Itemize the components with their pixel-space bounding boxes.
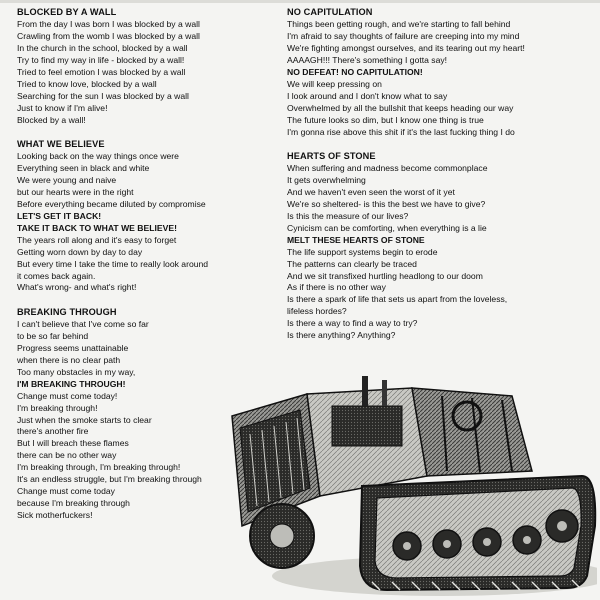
lyric-line: Things been getting rough, and we're starting to fall behind xyxy=(287,19,511,30)
lyric-line: And we haven't even seen the worst of it yet xyxy=(287,187,455,198)
lyric-line: Everything seen in black and white xyxy=(17,163,150,174)
lyric-line: NO DEFEAT! NO CAPITULATION! xyxy=(287,67,423,78)
left-column xyxy=(17,7,275,534)
song-no-capitulation xyxy=(287,7,587,138)
song-title: BREAKING THROUGH xyxy=(17,306,117,317)
lyric-line: MELT THESE HEARTS OF STONE xyxy=(287,234,425,245)
lyric-line: to be so far behind xyxy=(17,331,89,342)
song-blocked-by-a-wall xyxy=(17,7,275,127)
lyric-line: Too many obstacles in my way, xyxy=(17,366,136,377)
song-hearts-of-stone xyxy=(287,151,587,342)
lyric-line: I'm breaking through, I'm breaking through! xyxy=(17,462,181,473)
lyric-line: Tried to know love, blocked by a wall xyxy=(17,78,157,89)
lyric-line: because I'm breaking through xyxy=(17,497,130,508)
lyric-line: lifeless hordes? xyxy=(287,306,347,317)
lyric-line: It's an endless struggle, but I'm breaking through xyxy=(17,474,202,485)
lyric-line: I'm gonna rise above this shit if it's the last fucking thing I do xyxy=(287,126,515,137)
lyric-line: But I will breach these flames xyxy=(17,438,129,449)
song-breaking-through xyxy=(17,307,275,522)
lyric-line: We were young and naive xyxy=(17,175,117,186)
lyric-line: Try to find my way in life - blocked by a wall! xyxy=(17,55,185,66)
lyric-line: Sick motherfuckers! xyxy=(17,509,93,520)
lyric-line: but our hearts were in the right xyxy=(17,187,134,198)
lyric-line: it comes back again. xyxy=(17,270,96,281)
lyric-line: In the church in the school, blocked by a wall xyxy=(17,43,188,54)
lyric-line: I look around and I don't know what to say xyxy=(287,90,448,101)
lyric-line: Before everything became diluted by compromise xyxy=(17,199,206,210)
lyric-line: Is there a way to find a way to try? xyxy=(287,318,418,329)
lyric-line: Searching for the sun I was blocked by a wall xyxy=(17,90,189,101)
lyric-line: When suffering and madness become commonplace xyxy=(287,163,488,174)
lyric-line: I'm afraid to say thoughts of failure are creeping into my mind xyxy=(287,31,520,42)
top-edge xyxy=(0,0,600,3)
lyric-line: But every time I take the time to really look around xyxy=(17,258,209,269)
song-what-we-believe xyxy=(17,139,275,294)
song-title: HEARTS OF STONE xyxy=(287,150,376,161)
lyric-line: We're so sheltered- is this the best we have to give? xyxy=(287,199,486,210)
lyric-line: I'M BREAKING THROUGH! xyxy=(17,378,126,389)
lyric-line: Change must come today! xyxy=(17,390,118,401)
lyric-line: The patterns can clearly be traced xyxy=(287,258,417,269)
lyric-line: Is this the measure of our lives? xyxy=(287,211,409,221)
song-title: BLOCKED BY A WALL xyxy=(17,7,117,17)
lyric-line: Progress seems unattainable xyxy=(17,343,129,354)
lyric-line: From the day I was born I was blocked by a wall xyxy=(17,19,200,30)
lyric-line: AAAAGH!!! There's something I gotta say! xyxy=(287,55,448,66)
lyric-line: TAKE IT BACK TO WHAT WE BELIEVE! xyxy=(17,222,177,233)
lyric-line: What's wrong- and what's right! xyxy=(17,282,137,293)
lyric-line: there's another fire xyxy=(17,426,89,437)
lyric-line: Just to know if I'm alive! xyxy=(17,102,108,113)
lyric-line: when there is no clear path xyxy=(17,354,121,365)
lyric-line: there can be no other way xyxy=(17,450,117,461)
song-title: WHAT WE BELIEVE xyxy=(17,139,105,150)
lyric-line: Looking back on the way things once were xyxy=(17,151,179,162)
right-column xyxy=(287,7,587,354)
lyric-line: As if there is no other way xyxy=(287,282,386,293)
lyric-line: Getting worn down by day to day xyxy=(17,246,143,257)
lyric-line: Tried to feel emotion I was blocked by a wall xyxy=(17,67,186,78)
lyric-line: Crawling from the womb I was blocked by a wall xyxy=(17,31,200,42)
lyric-line: And we sit transfixed hurtling headlong to our doom xyxy=(287,270,483,281)
song-title: NO CAPITULATION xyxy=(287,7,373,17)
lyric-line: We will keep pressing on xyxy=(287,78,382,89)
lyric-line: I can't believe that I've come so far xyxy=(17,319,149,330)
lyric-line: Just when the smoke starts to clear xyxy=(17,414,152,425)
lyric-line: Is there anything? Anything? xyxy=(287,330,396,341)
lyric-line: Change must come today xyxy=(17,485,115,496)
lyric-line: Is there a spark of life that sets us apart from the loveless, xyxy=(287,294,508,305)
lyric-line: Blocked by a wall! xyxy=(17,114,86,125)
lyric-line: We're fighting amongst ourselves, and its tearing out my heart! xyxy=(287,43,525,54)
lyric-line: Cynicism can be comforting, when everything is a lie xyxy=(287,222,487,233)
lyric-line: Overwhelmed by all the bullshit that keeps heading our way xyxy=(287,102,514,113)
lyric-line: I'm breaking through! xyxy=(17,402,98,413)
lyric-line: The life support systems begin to erode xyxy=(287,246,438,257)
lyric-line: The years roll along and it's easy to forget xyxy=(17,234,177,245)
lyric-line: It gets overwhelming xyxy=(287,175,366,186)
lyric-line: The future looks so dim, but I know one thing is true xyxy=(287,114,484,125)
lyric-line: LET'S GET IT BACK! xyxy=(17,211,102,221)
